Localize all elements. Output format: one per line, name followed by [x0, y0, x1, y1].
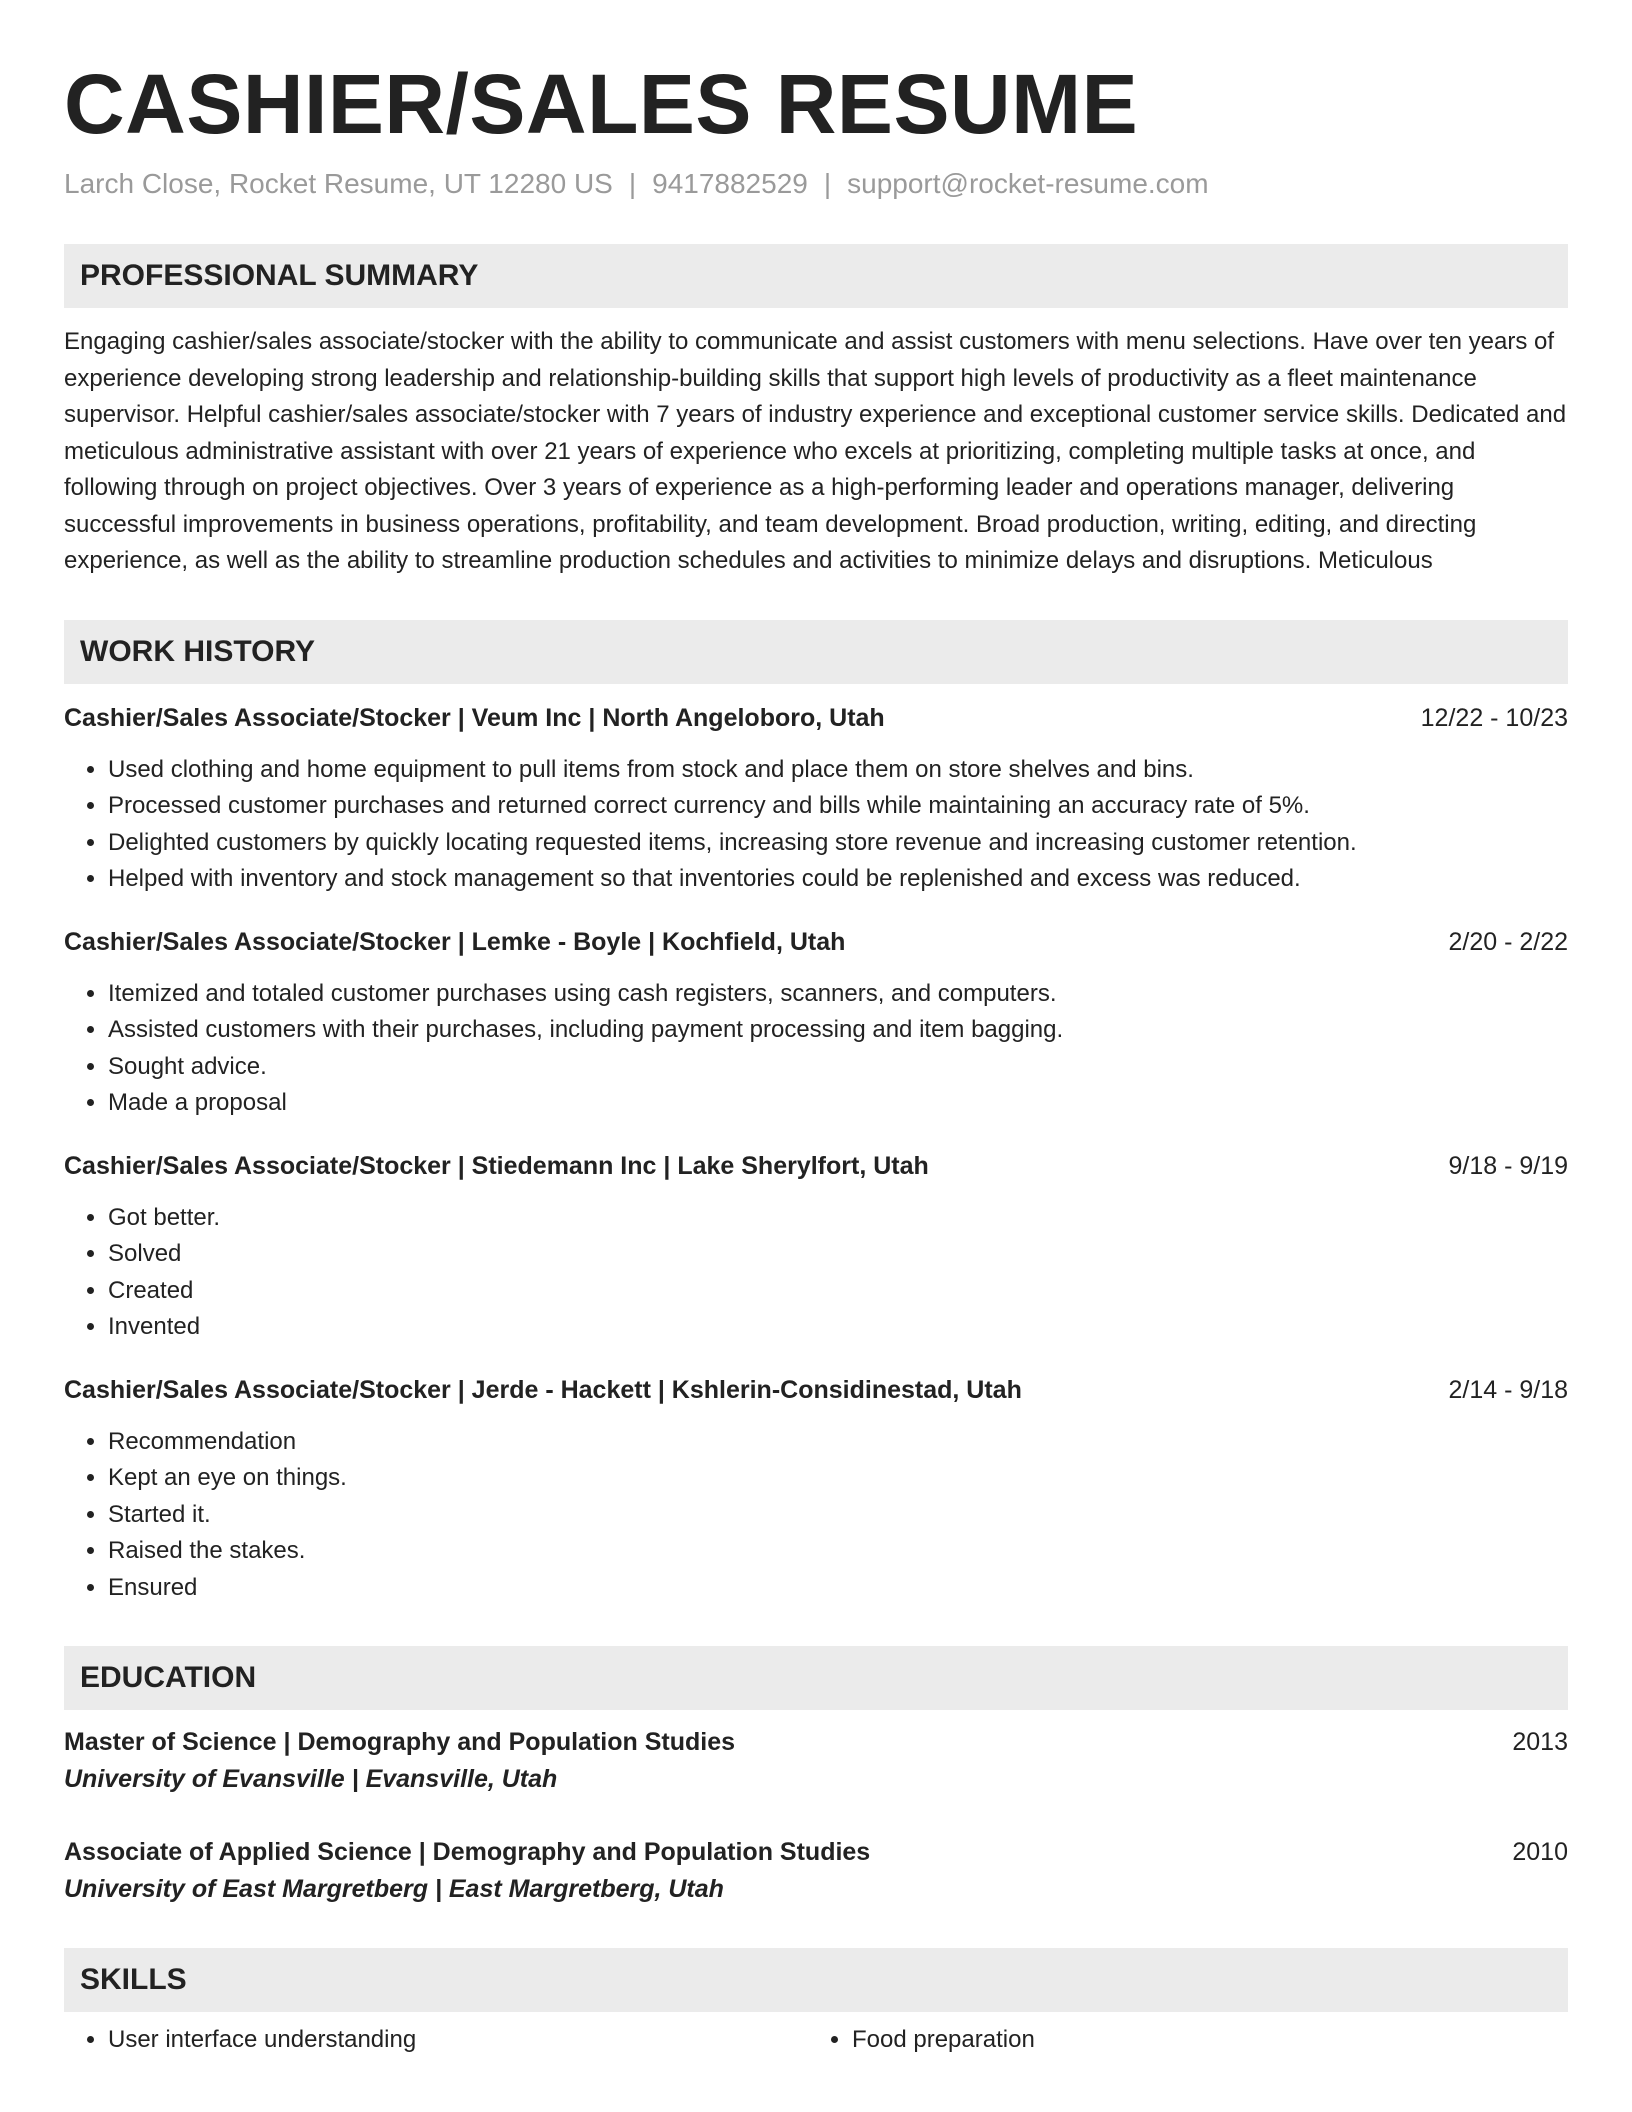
job-title: Cashier/Sales Associate/Stocker | Lemke - Boyle | Kochfield, Utah — [64, 927, 846, 956]
job-bullet: • Processed customer purchases and returned correct currency and bills while maintaining an accuracy rate of 5%. — [108, 788, 1568, 825]
education-entry — [64, 1834, 1568, 1908]
job-entry — [64, 1372, 1568, 1607]
school-name: University of Evansville | Evansville, Utah — [64, 1765, 558, 1793]
job-bullets — [64, 1424, 1568, 1607]
section-header-education: EDUCATION — [64, 1646, 1568, 1710]
job-dates: 2/20 - 2/22 — [1448, 927, 1568, 956]
skills-column-left — [64, 2022, 808, 2058]
graduation-year: 2010 — [1512, 1838, 1568, 1866]
section-header-skills: SKILLS — [64, 1948, 1568, 2012]
job-bullet: • Itemized and totaled customer purchases using cash registers, scanners, and computers. — [108, 976, 1568, 1013]
job-bullet: • Kept an eye on things. — [108, 1460, 1568, 1497]
job-entry — [64, 924, 1568, 1122]
job-bullet: • Created — [108, 1273, 1568, 1310]
skills-column-right — [808, 2022, 1552, 2058]
job-bullets — [64, 752, 1568, 898]
job-bullet: • Got better. — [108, 1200, 1568, 1237]
job-bullet: • Helped with inventory and stock management so that inventories could be replenished and excess was reduced. — [108, 861, 1568, 898]
section-header-work-history: WORK HISTORY — [64, 620, 1568, 684]
job-bullet: • Invented — [108, 1309, 1568, 1346]
education-entry — [64, 1724, 1568, 1798]
job-title: Cashier/Sales Associate/Stocker | Veum Inc | North Angeloboro, Utah — [64, 703, 885, 732]
job-bullet: • Used clothing and home equipment to pull items from stock and place them on store shelves and bins. — [108, 752, 1568, 789]
contact-separator: | — [823, 168, 832, 199]
contact-address: Larch Close, Rocket Resume, UT 12280 US — [64, 168, 613, 199]
contact-line — [64, 164, 1568, 204]
job-bullet: • Started it. — [108, 1497, 1568, 1534]
job-bullet: • Ensured — [108, 1570, 1568, 1607]
job-bullet: • Assisted customers with their purchases, including payment processing and item bagging. — [108, 1012, 1568, 1049]
job-bullet: • Solved — [108, 1236, 1568, 1273]
job-bullet: • Recommendation — [108, 1424, 1568, 1461]
school-name: University of East Margretberg | East Margretberg, Utah — [64, 1875, 724, 1903]
contact-email[interactable]: support@rocket-resume.com — [847, 168, 1209, 199]
skill-item: • Food preparation — [852, 2022, 1552, 2058]
degree: Master of Science | Demography and Population Studies — [64, 1728, 736, 1756]
job-bullets — [64, 976, 1568, 1122]
job-dates: 2/14 - 9/18 — [1448, 1375, 1568, 1404]
contact-separator: | — [628, 168, 637, 199]
skill-item: • User interface understanding — [108, 2022, 808, 2058]
job-bullets — [64, 1200, 1568, 1346]
job-bullet: • Raised the stakes. — [108, 1533, 1568, 1570]
job-bullet: • Delighted customers by quickly locating requested items, increasing store revenue and increasing customer retention. — [108, 825, 1568, 862]
job-bullet: • Sought advice. — [108, 1049, 1568, 1086]
skills-list — [64, 2022, 1568, 2058]
contact-phone: 9417882529 — [652, 168, 808, 199]
job-entry — [64, 700, 1568, 898]
job-title: Cashier/Sales Associate/Stocker | Jerde - Hackett | Kshlerin-Considinestad, Utah — [64, 1375, 1022, 1404]
resume-title: CASHIER/SALES RESUME — [64, 57, 1139, 151]
job-bullet: • Made a proposal — [108, 1085, 1568, 1122]
job-title: Cashier/Sales Associate/Stocker | Stiedemann Inc | Lake Sherylfort, Utah — [64, 1151, 929, 1180]
job-dates: 12/22 - 10/23 — [1420, 703, 1568, 732]
degree: Associate of Applied Science | Demography and Population Studies — [64, 1838, 871, 1866]
graduation-year: 2013 — [1512, 1728, 1568, 1756]
job-dates: 9/18 - 9/19 — [1448, 1151, 1568, 1180]
section-header-summary: PROFESSIONAL SUMMARY — [64, 244, 1568, 308]
job-entry — [64, 1148, 1568, 1346]
summary-text: Engaging cashier/sales associate/stocker with the ability to communicate and assist customers with menu selections. Have over ten years of experience developing strong leadership and relationship-building skills that support high levels of productivity as a fleet maintenance supervisor. Helpful cashier/sales associate/stocker with 7 years of industry experience and exceptional customer service skills. Dedicated and meticulous administrative assistant with over 21 years of experience who excels at prioritizing, completing multiple tasks at once, and following through on project objectives. Over 3 years of experience as a high-performing leader and operations manager, delivering successful improvements in business operations, profitability, and team development. Broad production, writing, editing, and directing experience, as well as the ability to streamline production schedules and activities to minimize delays and disruptions. Meticulous — [64, 328, 1567, 574]
